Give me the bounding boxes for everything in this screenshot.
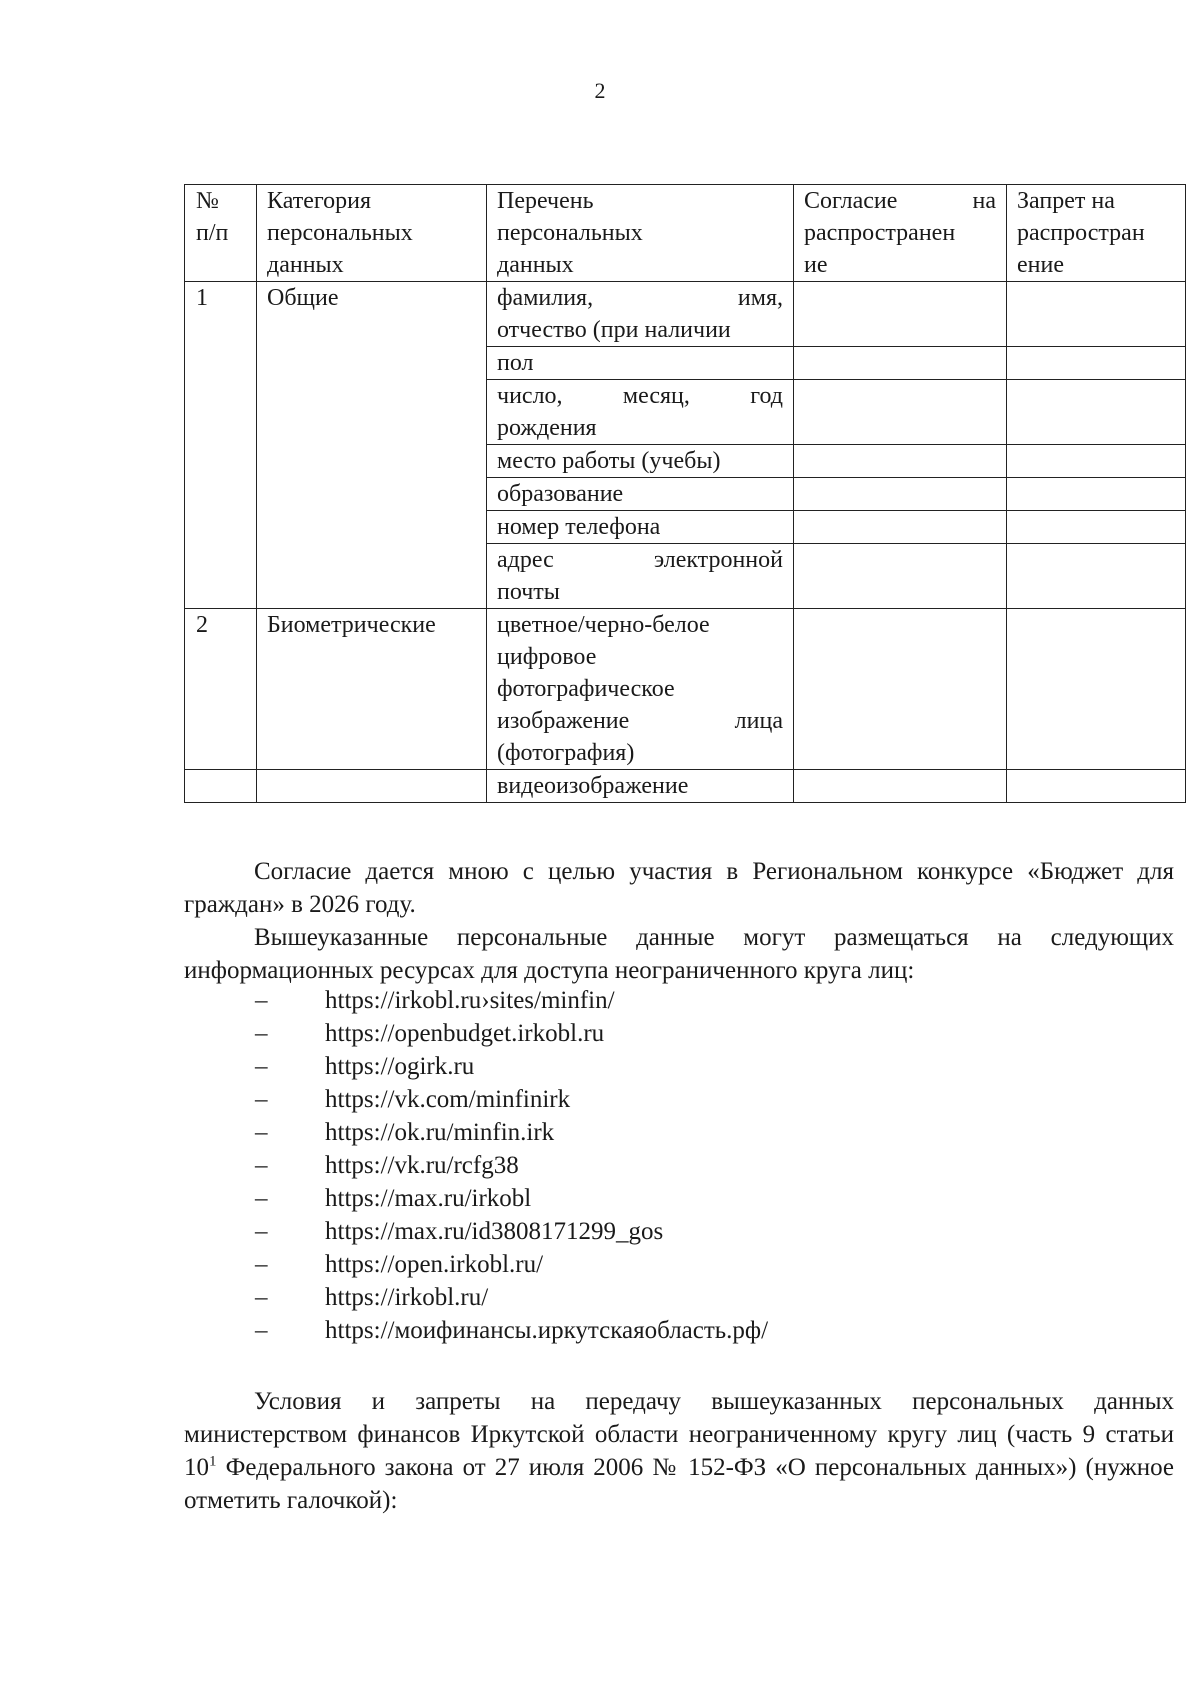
resource-link[interactable]: https://irkobl.ru›sites/minfin/ bbox=[325, 987, 615, 1014]
table-header-row bbox=[185, 185, 1186, 282]
conditions-paragraph: Условия и запреты на передачу вышеуказанных персональных данных министерством финансов Иркутской области неограниченному кругу лиц (часть 9 статьи $10^1$ Федерального закона от 27 июля 2006 № 152-ФЗ «О персональных данных») (нужное отметить галочкой): bbox=[184, 1388, 1174, 1514]
header-category: Категория персональных данных bbox=[257, 185, 487, 282]
list-item: – https://ogirk.ru bbox=[255, 1050, 768, 1083]
ban-cell[interactable] bbox=[1007, 445, 1186, 478]
item-work: место работы (учебы) bbox=[487, 445, 794, 478]
personal-data-table bbox=[184, 184, 1186, 803]
item-video: видеоизображение bbox=[487, 770, 794, 803]
item-education: образование bbox=[487, 478, 794, 511]
resource-link[interactable]: https://open.irkobl.ru/ bbox=[325, 1251, 544, 1278]
consent-cell[interactable] bbox=[794, 282, 1007, 347]
page-number: 2 bbox=[594, 78, 606, 103]
consent-cell[interactable] bbox=[794, 609, 1007, 770]
resource-link[interactable]: https://max.ru/id3808171299_gos bbox=[325, 1218, 664, 1245]
consent-cell[interactable] bbox=[794, 380, 1007, 445]
item-sex: пол bbox=[487, 347, 794, 380]
row-num-1: 1 bbox=[185, 282, 257, 609]
resource-link[interactable]: https://моифинансы.иркутскаяобласть.рф/ bbox=[325, 1317, 769, 1344]
header-list: Перечень персональных данных bbox=[487, 185, 794, 282]
list-item: – https://open.irkobl.ru/ bbox=[255, 1248, 768, 1281]
list-item: – https://vk.ru/rcfg38 bbox=[255, 1149, 768, 1182]
consent-cell[interactable] bbox=[794, 347, 1007, 380]
table-row bbox=[185, 282, 1186, 347]
resource-links-list bbox=[255, 984, 768, 1347]
list-item: – https://irkobl.ru›sites/minfin/ bbox=[255, 984, 768, 1017]
consent-cell[interactable] bbox=[794, 445, 1007, 478]
consent-cell[interactable] bbox=[794, 478, 1007, 511]
ban-cell[interactable] bbox=[1007, 282, 1186, 347]
header-consent: Согласие на распространен ие bbox=[794, 185, 1007, 282]
list-item: – https://openbudget.irkobl.ru bbox=[255, 1017, 768, 1050]
list-item: – https://vk.com/minfinirk bbox=[255, 1083, 768, 1116]
list-item: – https://max.ru/id3808171299_gos bbox=[255, 1215, 768, 1248]
ban-cell[interactable] bbox=[1007, 609, 1186, 770]
list-item: – https://моифинансы.иркутскаяобласть.рф/ bbox=[255, 1314, 768, 1347]
header-num: № п/п bbox=[185, 185, 257, 282]
resource-link[interactable]: https://irkobl.ru/ bbox=[325, 1284, 489, 1311]
table-row bbox=[185, 609, 1186, 770]
consent-cell[interactable] bbox=[794, 544, 1007, 609]
item-email: адрес электронной почты bbox=[487, 544, 794, 609]
resource-link[interactable]: https://ogirk.ru bbox=[325, 1053, 475, 1080]
list-item: – https://irkobl.ru/ bbox=[255, 1281, 768, 1314]
row-category-general: Общие bbox=[257, 282, 487, 609]
consent-cell[interactable] bbox=[794, 511, 1007, 544]
list-item: – https://max.ru/irkobl bbox=[255, 1182, 768, 1215]
item-photo: цветное/черно-белое цифровое фотографическое изображение лица (фотография) bbox=[487, 609, 794, 770]
resource-link[interactable]: https://vk.ru/rcfg38 bbox=[325, 1152, 519, 1179]
ban-cell[interactable] bbox=[1007, 380, 1186, 445]
empty-cell bbox=[185, 770, 257, 803]
row-num-2: 2 bbox=[185, 609, 257, 770]
header-ban: Запрет на распростран ение bbox=[1007, 185, 1186, 282]
ban-cell[interactable] bbox=[1007, 347, 1186, 380]
ban-cell[interactable] bbox=[1007, 544, 1186, 609]
resource-link[interactable]: https://ok.ru/minfin.irk bbox=[325, 1119, 555, 1146]
resource-link[interactable]: https://openbudget.irkobl.ru bbox=[325, 1020, 605, 1047]
item-phone: номер телефона bbox=[487, 511, 794, 544]
purpose-paragraph: Согласие дается мною с целью участия в Региональном конкурсе «Бюджет для граждан» в 2026 году. Вышеуказанные персональные данные могут размещаться на следующих информационных ресурсах для доступа неограниченного круга лиц: bbox=[184, 858, 1174, 984]
ban-cell[interactable] bbox=[1007, 770, 1186, 803]
ban-cell[interactable] bbox=[1007, 511, 1186, 544]
resource-link[interactable]: https://vk.com/minfinirk bbox=[325, 1086, 571, 1113]
empty-cell bbox=[257, 770, 487, 803]
item-dob: число, месяц, год рождения bbox=[487, 380, 794, 445]
item-fio: фамилия, имя, отчество (при наличии bbox=[487, 282, 794, 347]
row-category-biometric: Биометрические bbox=[257, 609, 487, 770]
resource-link[interactable]: https://max.ru/irkobl bbox=[325, 1185, 532, 1212]
list-item: – https://ok.ru/minfin.irk bbox=[255, 1116, 768, 1149]
table-row bbox=[185, 770, 1186, 803]
consent-cell[interactable] bbox=[794, 770, 1007, 803]
ban-cell[interactable] bbox=[1007, 478, 1186, 511]
